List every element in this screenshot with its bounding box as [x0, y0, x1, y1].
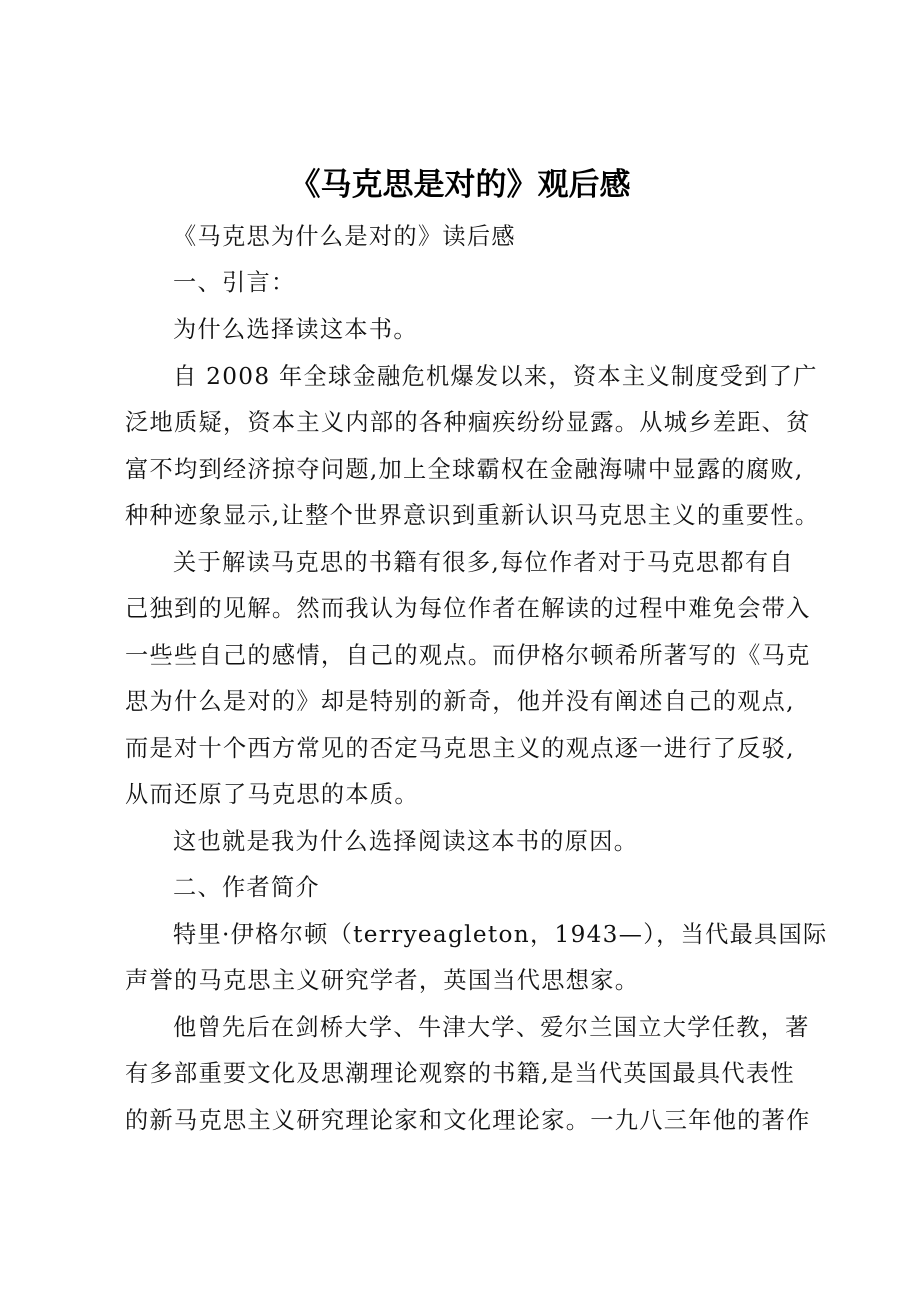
- document-title: 《马克思是对的》观后感: [289, 167, 631, 203]
- paragraph-line: 而是对十个西方常见的否定马克思主义的观点逐一进行了反驳,: [125, 735, 795, 762]
- paragraph-line: 思为什么是对的》却是特别的新奇，他并没有阐述自己的观点,: [125, 688, 795, 715]
- paragraph-line: 为什么选择读这本书。: [173, 316, 418, 343]
- paragraph-line: 的新马克思主义研究理论家和文化理论家。一九八三年他的著作: [125, 1107, 811, 1134]
- paragraph-line: 自 2008 年全球金融危机爆发以来，资本主义制度受到了广: [173, 363, 818, 390]
- paragraph-line: 特里·伊格尔顿（terryeagleton，1943—），当代最具国际: [173, 921, 828, 948]
- paragraph-line: 他曾先后在剑桥大学、牛津大学、爱尔兰国立大学任教，著: [173, 1014, 810, 1041]
- subtitle-line: 《马克思为什么是对的》读后感: [173, 223, 516, 250]
- paragraph-line: 从而还原了马克思的本质。: [125, 781, 419, 808]
- paragraph-line: 关于解读马克思的书籍有很多,每位作者对于马克思都有自: [173, 549, 794, 576]
- paragraph-line: 这也就是我为什么选择阅读这本书的原因。: [173, 828, 639, 855]
- paragraph-line: 有多部重要文化及思潮理论观察的书籍,是当代英国最具代表性: [125, 1060, 795, 1087]
- section-heading-author: 二、作者简介: [173, 874, 320, 901]
- section-heading-introduction: 一、引言：: [173, 269, 296, 296]
- paragraph-line: 富不均到经济掠夺问题,加上全球霸权在金融海啸中显露的腐败,: [125, 456, 804, 483]
- paragraph-line: 己独到的见解。然而我认为每位作者在解读的过程中难免会带入: [125, 595, 811, 622]
- paragraph-line: 泛地质疑，资本主义内部的各种痼疾纷纷显露。从城乡差距、贫: [125, 409, 811, 436]
- paragraph-line: 一些些自己的感情，自己的观点。而伊格尔顿希所著写的《马克: [125, 642, 811, 669]
- paragraph-line: 声誉的马克思主义研究学者，英国当代思想家。: [125, 967, 640, 994]
- paragraph-line: 种种迹象显示,让整个世界意识到重新认识马克思主义的重要性。: [125, 502, 820, 529]
